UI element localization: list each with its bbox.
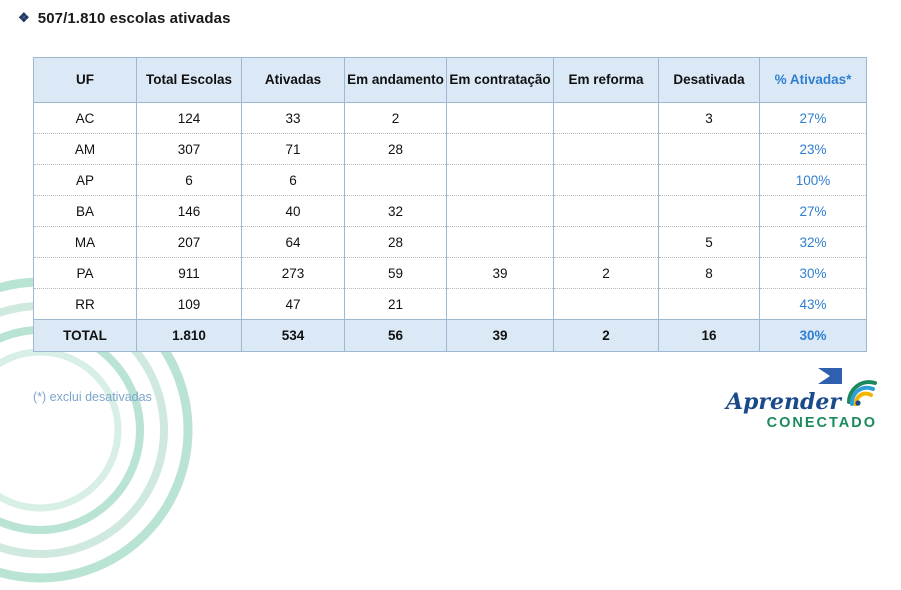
- cell-total: 124: [137, 103, 242, 134]
- cell-andamento: 2: [345, 103, 447, 134]
- page-title-text: 507/1.810 escolas ativadas: [37, 10, 231, 27]
- cell-uf: PA: [34, 258, 137, 289]
- cell-uf: AP: [34, 165, 137, 196]
- page-title: [18, 10, 231, 27]
- table-row: [34, 289, 867, 320]
- table-row: [34, 134, 867, 165]
- column-header-em-contratacao: Em contratação: [447, 58, 554, 103]
- cell-pct: 30%: [760, 258, 867, 289]
- cell-reforma: [554, 165, 659, 196]
- schools-activation-table: [33, 57, 867, 352]
- cell-uf: BA: [34, 196, 137, 227]
- cell-ativadas: 71: [242, 134, 345, 165]
- cell-ativadas: 33: [242, 103, 345, 134]
- cell-uf: AM: [34, 134, 137, 165]
- cell-contratacao: 39: [447, 258, 554, 289]
- cell-contratacao: [447, 165, 554, 196]
- cell-ativadas: 6: [242, 165, 345, 196]
- cell-total-label: TOTAL: [34, 320, 137, 352]
- cell-reforma: [554, 289, 659, 320]
- column-header-pct-ativadas: % Ativadas*: [760, 58, 867, 103]
- cell-uf: AC: [34, 103, 137, 134]
- cell-desativada: 3: [659, 103, 760, 134]
- table-row: [34, 165, 867, 196]
- table-row: [34, 196, 867, 227]
- column-header-total-escolas: Total Escolas: [137, 58, 242, 103]
- cell-total-ativadas: 534: [242, 320, 345, 352]
- wifi-swoosh-icon: [845, 378, 879, 411]
- cell-total-desativada: 16: [659, 320, 760, 352]
- cell-pct: 27%: [760, 196, 867, 227]
- cell-ativadas: 64: [242, 227, 345, 258]
- cell-desativada: 8: [659, 258, 760, 289]
- cell-total: 109: [137, 289, 242, 320]
- cell-andamento: 59: [345, 258, 447, 289]
- cell-ativadas: 273: [242, 258, 345, 289]
- cell-desativada: 5: [659, 227, 760, 258]
- cell-desativada: [659, 165, 760, 196]
- column-header-ativadas: Ativadas: [242, 58, 345, 103]
- cell-contratacao: [447, 227, 554, 258]
- logo-text-conectado: CONECTADO: [766, 415, 877, 431]
- cell-andamento: 28: [345, 134, 447, 165]
- cell-total-reforma: 2: [554, 320, 659, 352]
- cell-desativada: [659, 289, 760, 320]
- cell-andamento: 21: [345, 289, 447, 320]
- column-header-uf: UF: [34, 58, 137, 103]
- cell-reforma: [554, 103, 659, 134]
- column-header-desativada: Desativada: [659, 58, 760, 103]
- logo-text-aprender: Aprender: [725, 389, 841, 415]
- cell-total-pct: 30%: [760, 320, 867, 352]
- column-header-em-andamento: Em andamento: [345, 58, 447, 103]
- table-header-row: [34, 58, 867, 103]
- cell-andamento: 32: [345, 196, 447, 227]
- cell-total: 6: [137, 165, 242, 196]
- cell-uf: RR: [34, 289, 137, 320]
- cell-pct: 100%: [760, 165, 867, 196]
- cell-contratacao: [447, 196, 554, 227]
- cell-ativadas: 47: [242, 289, 345, 320]
- cell-pct: 32%: [760, 227, 867, 258]
- logo: [704, 378, 879, 430]
- cell-total-andamento: 56: [345, 320, 447, 352]
- cell-total: 307: [137, 134, 242, 165]
- cell-total: 207: [137, 227, 242, 258]
- cell-pct: 43%: [760, 289, 867, 320]
- cell-reforma: [554, 227, 659, 258]
- cell-uf: MA: [34, 227, 137, 258]
- column-header-em-reforma: Em reforma: [554, 58, 659, 103]
- cell-desativada: [659, 134, 760, 165]
- cell-total-contratacao: 39: [447, 320, 554, 352]
- table-total-row: [34, 320, 867, 352]
- cell-reforma: [554, 134, 659, 165]
- cell-andamento: [345, 165, 447, 196]
- footnote: (*) exclui desativadas: [33, 390, 152, 404]
- cell-pct: 27%: [760, 103, 867, 134]
- table-row: [34, 227, 867, 258]
- cell-reforma: 2: [554, 258, 659, 289]
- table-row: [34, 103, 867, 134]
- cell-desativada: [659, 196, 760, 227]
- cell-reforma: [554, 196, 659, 227]
- cell-andamento: 28: [345, 227, 447, 258]
- cell-total: 146: [137, 196, 242, 227]
- cell-ativadas: 40: [242, 196, 345, 227]
- bullet-diamond-icon: ❖: [18, 10, 30, 25]
- cell-contratacao: [447, 134, 554, 165]
- cell-pct: 23%: [760, 134, 867, 165]
- cell-total: 911: [137, 258, 242, 289]
- cell-contratacao: [447, 103, 554, 134]
- cell-total-escolas: 1.810: [137, 320, 242, 352]
- cell-contratacao: [447, 289, 554, 320]
- table-row: [34, 258, 867, 289]
